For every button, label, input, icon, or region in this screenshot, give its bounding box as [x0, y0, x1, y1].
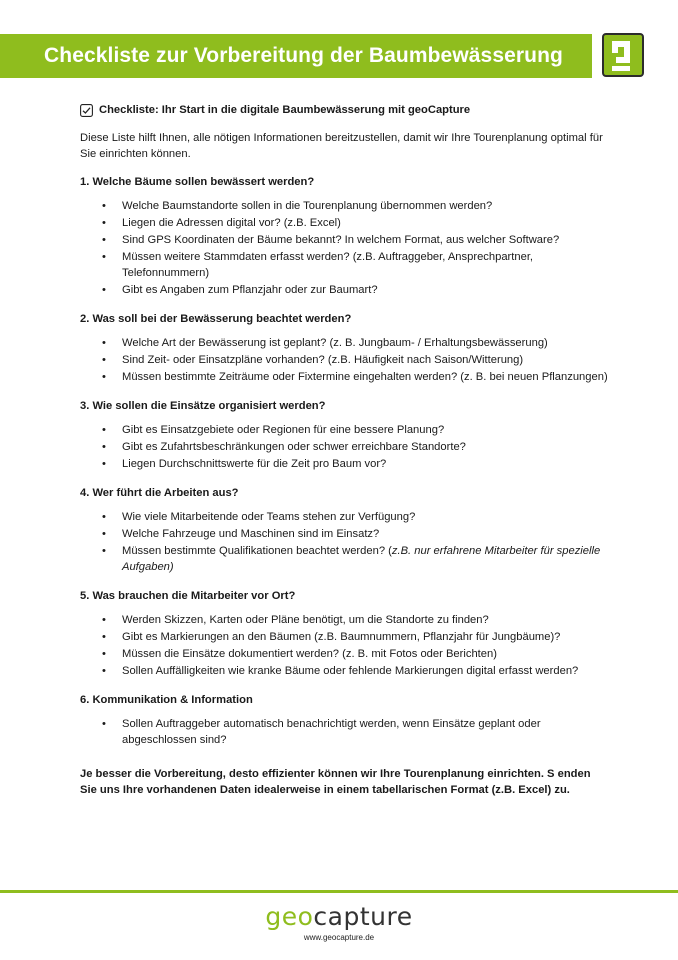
section-heading: 4. Wer führt die Arbeiten aus?	[80, 487, 239, 499]
bullet-icon: •	[102, 337, 106, 349]
bullet-icon: •	[102, 251, 106, 263]
bullet-icon: •	[102, 528, 106, 540]
brand-capture: capture	[313, 902, 413, 931]
geocapture-logo-icon	[602, 33, 644, 77]
list-item: • Müssen die Einsätze dokumentiert werden? (z. B. mit Fotos oder Berichten)	[102, 648, 497, 660]
section-1	[80, 174, 610, 298]
intro-heading-text: Checkliste: Ihr Start in die digitale Baumbewässerung mit geoCapture	[99, 104, 471, 116]
list-item: • Sind Zeit- oder Einsatzpläne vorhanden? (z.B. Häufigkeit nach Saison/Witterung)	[102, 354, 524, 366]
list-item: • Sollen Auffälligkeiten wie kranke Bäume oder fehlende Markierungen digital erfasst werden?	[102, 665, 579, 677]
g-letter-icon	[608, 37, 638, 73]
list-item: • Müssen bestimmte Qualifikationen beachtet werden? (z.B. nur erfahrene Mitarbeiter für spezielle Aufgaben)	[102, 545, 601, 573]
section-heading: 5. Was brauchen die Mitarbeiter vor Ort?	[80, 590, 296, 602]
section-4	[80, 485, 610, 575]
intro-text: Diese Liste hilft Ihnen, alle nötigen Informationen bereitzustellen, damit wir Ihre Tourenplanung optimal für Sie einrichten können.	[80, 132, 603, 160]
footer-divider	[0, 890, 678, 893]
list-item: • Liegen Durchschnittswerte für die Zeit pro Baum vor?	[102, 458, 387, 470]
bullet-icon: •	[102, 441, 106, 453]
page-title: Checkliste zur Vorbereitung der Baumbewässerung	[44, 44, 563, 67]
footer-logo	[0, 902, 678, 931]
bullet-icon: •	[102, 371, 106, 383]
list-item: • Welche Baumstandorte sollen in die Tourenplanung übernommen werden?	[102, 200, 493, 212]
section-heading: 6. Kommunikation & Information	[80, 694, 253, 706]
document-body	[80, 102, 610, 809]
bullet-icon: •	[102, 545, 106, 557]
list-item: • Sollen Auftraggeber automatisch benachrichtigt werden, wenn Einsätze geplant oder abgeschlossen sind?	[102, 718, 541, 746]
bullet-icon: •	[102, 234, 106, 246]
list-item: • Sind GPS Koordinaten der Bäume bekannt? In welchem Format, aus welcher Software?	[102, 234, 560, 246]
list-item: • Liegen die Adressen digital vor? (z.B. Excel)	[102, 217, 341, 229]
header-bar	[0, 34, 592, 78]
bullet-icon: •	[102, 217, 106, 229]
list-item: • Müssen bestimmte Zeiträume oder Fixtermine eingehalten werden? (z. B. bei neuen Pflanzungen)	[102, 371, 608, 383]
list-item: • Müssen weitere Stammdaten erfasst werden? (z.B. Auftraggeber, Ansprechpartner, Telefonnummern)	[102, 251, 534, 279]
bullet-icon: •	[102, 614, 106, 626]
section-heading: 2. Was soll bei der Bewässerung beachtet werden?	[80, 313, 352, 325]
list-item: • Werden Skizzen, Karten oder Pläne benötigt, um die Standorte zu finden?	[102, 614, 489, 626]
brand-geo: geo	[265, 902, 314, 931]
list-item: • Welche Fahrzeuge und Maschinen sind im Einsatz?	[102, 528, 380, 540]
intro-heading	[80, 102, 610, 118]
bullet-icon: •	[102, 284, 106, 296]
list-item: • Gibt es Angaben zum Pflanzjahr oder zur Baumart?	[102, 284, 378, 296]
bullet-icon: •	[102, 458, 106, 470]
italic-note: z.B. nur erfahrene Mitarbeiter für spezielle Aufgaben)	[122, 545, 601, 573]
list-item: • Welche Art der Bewässerung ist geplant? (z. B. Jungbaum- / Erhaltungsbewässerung)	[102, 337, 548, 349]
bullet-icon: •	[102, 424, 106, 436]
list-item: • Gibt es Markierungen an den Bäumen (z.B. Baumnummern, Pflanzjahr für Jungbäume)?	[102, 631, 561, 643]
section-heading: 3. Wie sollen die Einsätze organisiert werden?	[80, 400, 326, 412]
section-5	[80, 588, 610, 679]
list-item: • Gibt es Einsatzgebiete oder Regionen für eine bessere Planung?	[102, 424, 445, 436]
closing-text: Je besser die Vorbereitung, desto effizienter können wir Ihre Tourenplanung einrichten. S enden Sie uns Ihre vorhandenen Daten idealerweise in einem tabellarischen Format (z.B. Excel) zu.	[80, 768, 591, 796]
bullet-icon: •	[102, 631, 106, 643]
checkbox-checked-icon	[80, 104, 93, 117]
section-6	[80, 692, 610, 748]
section-3	[80, 398, 610, 472]
bullet-icon: •	[102, 718, 106, 730]
list-item: • Wie viele Mitarbeitende oder Teams stehen zur Verfügung?	[102, 511, 416, 523]
section-heading: 1. Welche Bäume sollen bewässert werden?	[80, 176, 315, 188]
list-item: • Gibt es Zufahrtsbeschränkungen oder schwer erreichbare Standorte?	[102, 441, 466, 453]
section-2	[80, 311, 610, 385]
bullet-icon: •	[102, 511, 106, 523]
bullet-icon: •	[102, 665, 106, 677]
bullet-icon: •	[102, 648, 106, 660]
bullet-icon: •	[102, 200, 106, 212]
footer-url: www.geocapture.de	[303, 933, 375, 942]
bullet-icon: •	[102, 354, 106, 366]
